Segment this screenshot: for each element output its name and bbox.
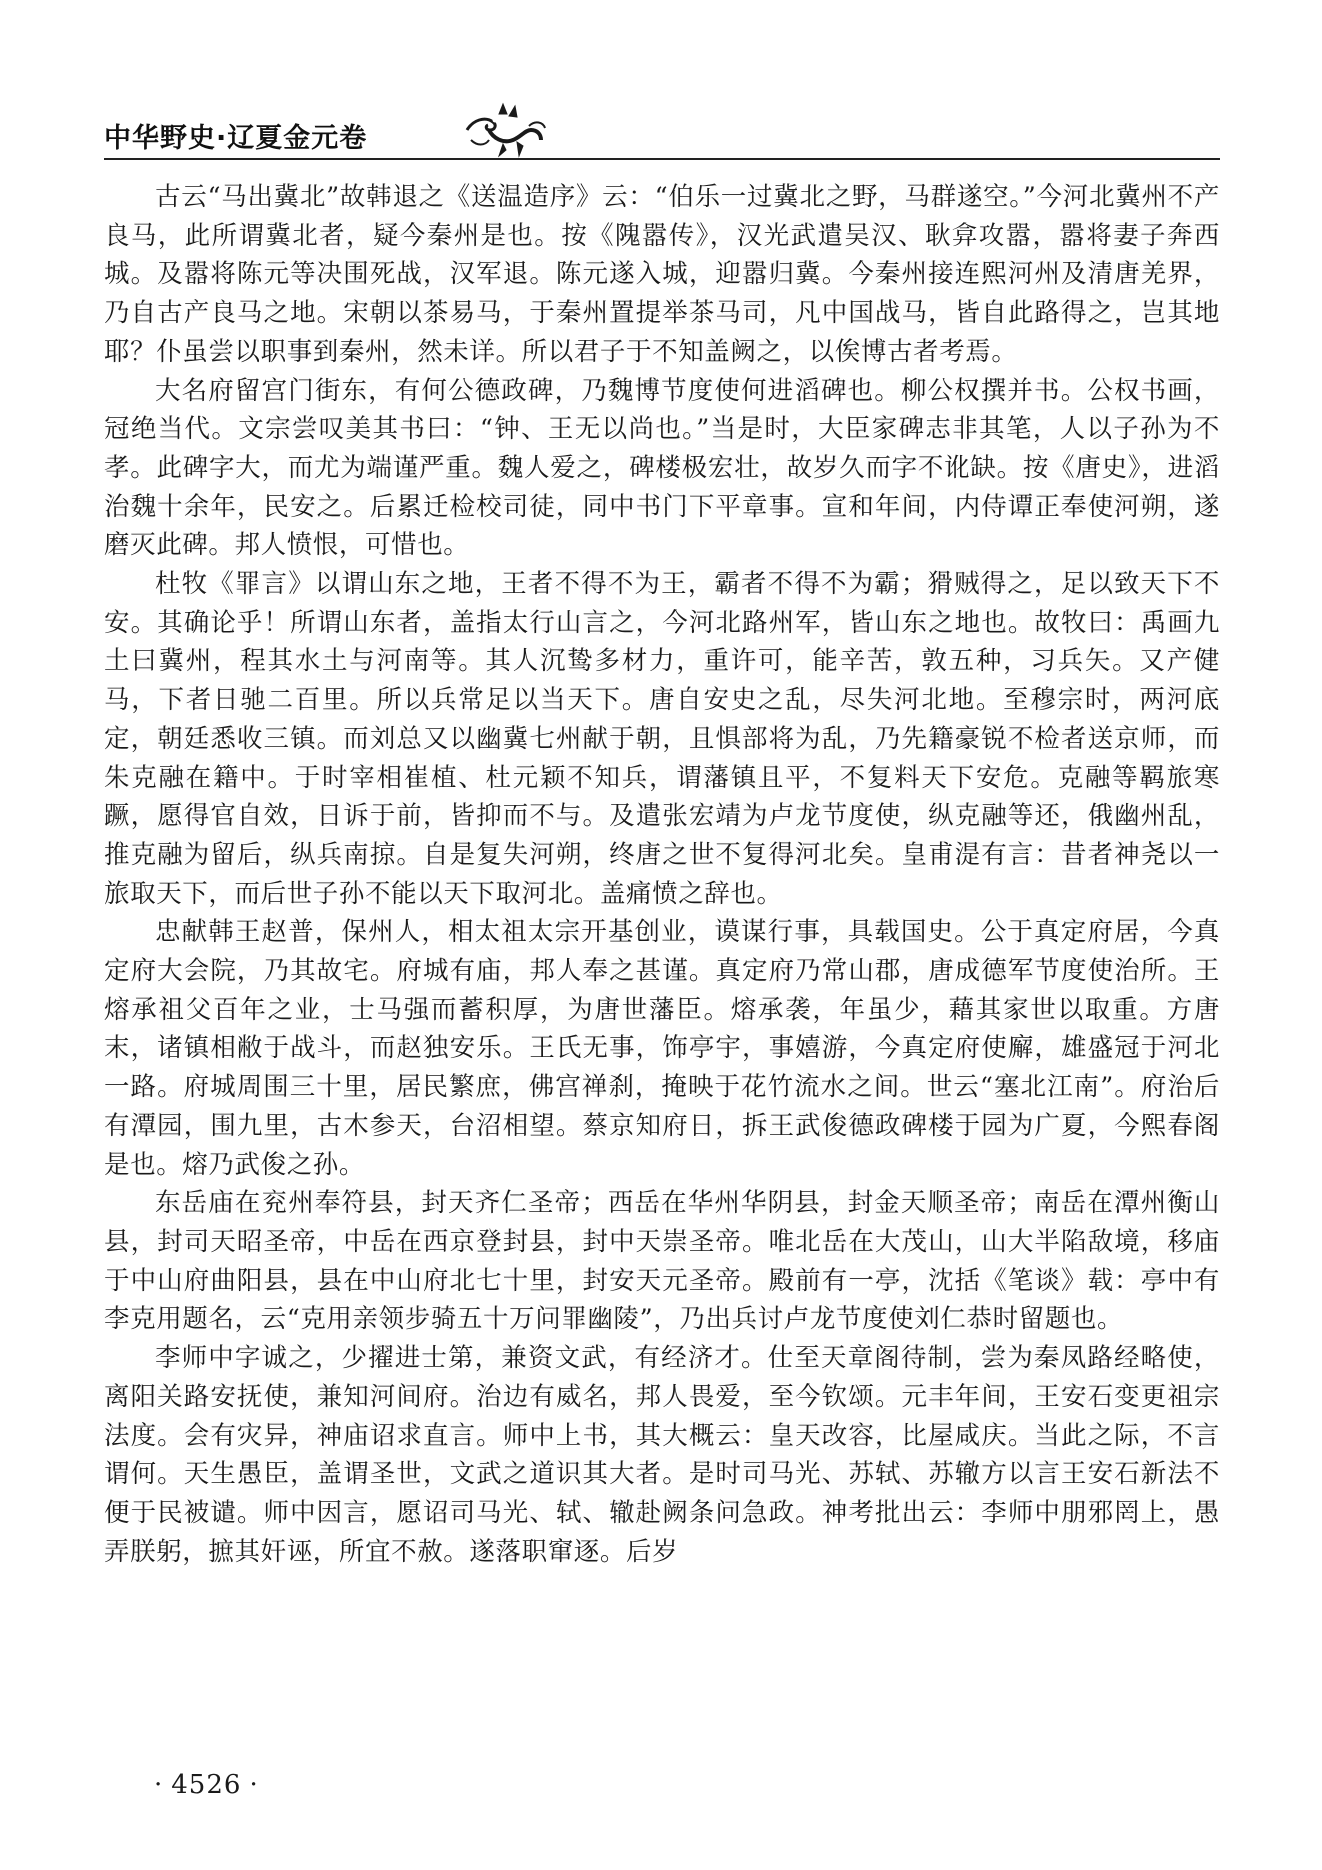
running-header bbox=[104, 100, 1220, 162]
page-number bbox=[146, 1770, 267, 1800]
paragraph-horse-jibei: 古云“马出冀北”故韩退之《送温造序》云：“伯乐一过冀北之野，马群遂空。”今河北冀州不产良马，此所谓冀北者，疑今秦州是也。按《隗嚣传》，汉光武遣吴汉、耿弇攻嚣，嚣将妻子奔西城。及嚣将陈元等决围死战，汉军退。陈元遂入城，迎嚣归冀。今秦州接连熙河州及清唐羌界，乃自古产良马之地。宋朝以茶易马，于秦州置提举茶马司，凡中国战马，皆自此路得之，岂其地耶？仆虽尝以职事到秦州，然未详。所以君子于不知盖阙之，以俟博古者考焉。 bbox=[104, 182, 1220, 367]
folio-dot-right: · bbox=[249, 1770, 259, 1800]
paragraph-he-jintao-stele: 大名府留宫门街东，有何公德政碑，乃魏博节度使何进滔碑也。柳公权撰并书。公权书画，冠绝当代。文宗尝叹美其书曰：“钟、王无以尚也。”当是时，大臣家碑志非其笔，人以子孙为不孝。此碑字大，而尤为端谨严重。魏人爱之，碑楼极宏壮，故岁久而字不讹缺。按《唐史》，进滔治魏十余年，民安之。后累迁检校司徒，同中书门下平章事。宣和年间，内侍谭正奉使河朔，遂磨灭此碑。邦人愤恨，可惜也。 bbox=[104, 375, 1220, 561]
folio-dot-left: · bbox=[154, 1770, 164, 1800]
body-text bbox=[104, 178, 1220, 1571]
dragon-emblem-icon bbox=[459, 100, 549, 162]
paragraph-du-mu-zuiyan: 杜牧《罪言》以谓山东之地，王者不得不为王，霸者不得不为霸；猾贼得之，足以致天下不安。其确论乎！所谓山东者，盖指太行山言之，今河北路州军，皆山东之地也。故牧曰：禹画九土曰冀州，程其水土与河南等。其人沉鸷多材力，重许可，能辛苦，敦五种，习兵矢。又产健马，下者日驰二百里。所以兵常足以当天下。唐自安史之乱，尽失河北地。至穆宗时，两河底定，朝廷悉收三镇。而刘总又以幽冀七州献于朝，且惧部将为乱，乃先籍豪锐不检者送京师，而朱克融在籍中。于时宰相崔植、杜元颖不知兵，谓藩镇且平，不复料天下安危。克融等羁旅寒蹶，愿得官自效，日诉于前，皆抑而不与。及遣张宏靖为卢龙节度使，纵克融等还，俄幽州乱，推克融为留后，纵兵南掠。自是复失河朔，终唐之世不复得河北矣。皇甫湜有言：昔者神尧以一旅取天下，而后世子孙不能以天下取河北。盖痛愤之辞也。 bbox=[104, 569, 1220, 909]
paragraph-five-peaks-temples: 东岳庙在兖州奉符县，封天齐仁圣帝；西岳在华州华阴县，封金天顺圣帝；南岳在潭州衡山县，封司天昭圣帝，中岳在西京登封县，封中天崇圣帝。唯北岳在大茂山，山大半陷敌境，移庙于中山府曲阳县，县在中山府北七十里，封安天元圣帝。殿前有一亭，沈括《笔谈》载：亭中有李克用题名，云“克用亲领步骑五十万问罪幽陵”，乃出兵讨卢龙节度使刘仁恭时留题也。 bbox=[104, 1188, 1220, 1335]
page-number-value: 4526 bbox=[171, 1770, 242, 1800]
paragraph-zhao-pu: 忠献韩王赵普，保州人，相太祖太宗开基创业，谟谋行事，具载国史。公于真定府居，今真定府大会院，乃其故宅。府城有庙，邦人奉之甚谨。真定府乃常山郡，唐成德军节度使治所。王熔承祖父百年之业，士马强而蓄积厚，为唐世藩臣。熔承袭，年虽少，藉其家世以取重。方唐末，诸镇相敝于战斗，而赵独安乐。王氏无事，饰亭宇，事嬉游，今真定府使廨，雄盛冠于河北一路。府城周围三十里，居民繁庶，佛宫禅刹，掩映于花竹流水之间。世云“塞北江南”。府治后有潭园，围九里，古木参天，台沼相望。蔡京知府日，拆王武俊德政碑楼于园为广夏，今熙春阁是也。熔乃武俊之孙。 bbox=[104, 917, 1220, 1180]
book-title: 中华野史·辽夏金元卷 bbox=[104, 123, 368, 154]
paragraph-li-shizhong: 李师中字诚之，少擢进士第，兼资文武，有经济才。仕至天章阁待制，尝为秦凤路经略使，离阳关路安抚使，兼知河间府。治边有威名，邦人畏爱，至今钦颂。元丰年间，王安石变更祖宗法度。会有灾异，神庙诏求直言。师中上书，其大概云：皇天改容，比屋咸庆。当此之际，不言谓何。天生愚臣，盖谓圣世，文武之道识其大者。是时司马光、苏轼、苏辙方以言王安石新法不便于民被谴。师中因言，愿诏司马光、轼、辙赴阙条问急政。神考批出云：李师中朋邪罔上，愚弄朕躬，摭其奸诬，所宜不赦。遂落职窜逐。后岁 bbox=[104, 1343, 1220, 1567]
header-rule bbox=[104, 158, 1220, 160]
